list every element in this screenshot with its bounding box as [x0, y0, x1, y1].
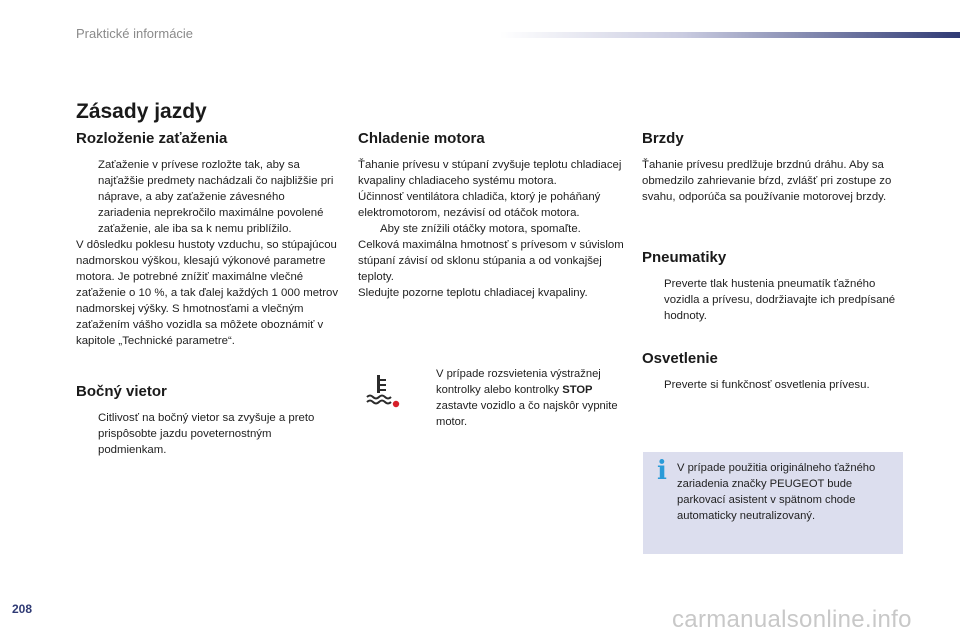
- bullet-tyres: [642, 276, 904, 324]
- column-brakes: [642, 130, 904, 393]
- page-title: Zásady jazdy: [76, 100, 207, 123]
- bullet-load-distribution: [76, 157, 338, 237]
- parking-assist-info-box: [643, 452, 903, 554]
- cooling-text-3: Celková maximálna hmotnosť s prívesom v súvislom stúpaní závisí od sklonu stúpania a od vonkajšej teploty.: [358, 239, 624, 283]
- column-load-distribution: [76, 130, 338, 458]
- bullet-text: Preverte si funkčnosť osvetlenia prívesu.: [664, 379, 870, 391]
- bullet-text: Preverte tlak hustenia pneumatík ťažného vozidla a prívesu, dodržiavajte ich predpísané hodnoty.: [664, 278, 896, 322]
- warning-text-post: zastavte vozidlo a čo najskôr vypnite motor.: [436, 400, 618, 428]
- bullet-text: Citlivosť na bočný vietor sa zvyšuje a preto prispôsobte jazdu poveternostným podmienkam.: [98, 412, 315, 456]
- bullet-warning: [414, 366, 624, 430]
- bullet-text: Zaťaženie v prívese rozložte tak, aby sa najťažšie predmety nachádzali čo najbližšie pri nápravе, a aby zaťaženie závesného zariadenia neprekročilo maximálne povolené zaťaženie, ale iba sa k nemu priblížilo.: [98, 159, 334, 235]
- warning-text-pre: V prípade rozsvietenia výstražnej kontrolky alebo kontrolky: [436, 368, 601, 396]
- watermark: carmanualsonline.info: [672, 606, 912, 633]
- brakes-text: Ťahanie prívesu predlžuje brzdnú dráhu. Aby sa obmedzilo zahrievanie bŕzd, zvlášť pri zostupe zo svahu, odporúča sa používanie motorovej brzdy.: [642, 159, 892, 203]
- bullet-text: Aby ste znížili otáčky motora, spomaľte.: [380, 223, 581, 235]
- altitude-text: V dôsledku poklesu hustoty vzduchu, so stúpajúcou nadmorskou výškou, klesajú výkonové parametre motora. Je potrebné znížiť maximálne vlečné zaťaženie o 10 %, a tak ďalej každých 1 000 metrov nadmorskej výšky. S hmotnosťami a vlečným zaťažením vášho vozidla sa môžete oboznámiť v kapitole „Technické parametre“.: [76, 239, 339, 347]
- coolant-warning-note: [358, 362, 624, 442]
- warning-text: [414, 366, 624, 430]
- header-gradient-bar: [500, 32, 960, 38]
- heading-side-wind: Bočný vietor: [76, 383, 167, 400]
- info-icon: i: [657, 456, 667, 486]
- section-header: Praktické informácie: [76, 26, 194, 41]
- warning-stop-label: STOP: [562, 384, 593, 396]
- heading-lighting: Osvetlenie: [642, 350, 718, 367]
- cooling-text-4: Sledujte pozorne teplotu chladiacej kvapaliny.: [358, 287, 588, 299]
- bullet-slow-down: [358, 221, 624, 237]
- bullet-lighting: [642, 377, 904, 393]
- info-text: V prípade použitia originálneho ťažného zariadenia značky PEUGEOT bude parkovací asistent v spätnom chode automaticky neutralizovaný.: [677, 462, 876, 522]
- heading-brakes: Brzdy: [642, 130, 684, 147]
- page-number: 208: [12, 602, 33, 616]
- heading-tyres: Pneumatiky: [642, 249, 727, 266]
- cooling-text-1: Ťahanie prívesu v stúpaní zvyšuje teplotu chladiacej kvapaliny chladiaceho systému motora.: [358, 159, 622, 187]
- coolant-temperature-icon: [364, 372, 400, 408]
- column-engine-cooling: [358, 130, 624, 301]
- bullet-side-wind: [76, 410, 338, 458]
- heading-load-distribution: Rozloženie zaťaženia: [76, 130, 228, 147]
- heading-engine-cooling: Chladenie motora: [358, 130, 485, 147]
- cooling-text-2: Účinnosť ventilátora chladiča, ktorý je poháňaný elektromotorom, nezávisí od otáčok motora.: [358, 191, 601, 219]
